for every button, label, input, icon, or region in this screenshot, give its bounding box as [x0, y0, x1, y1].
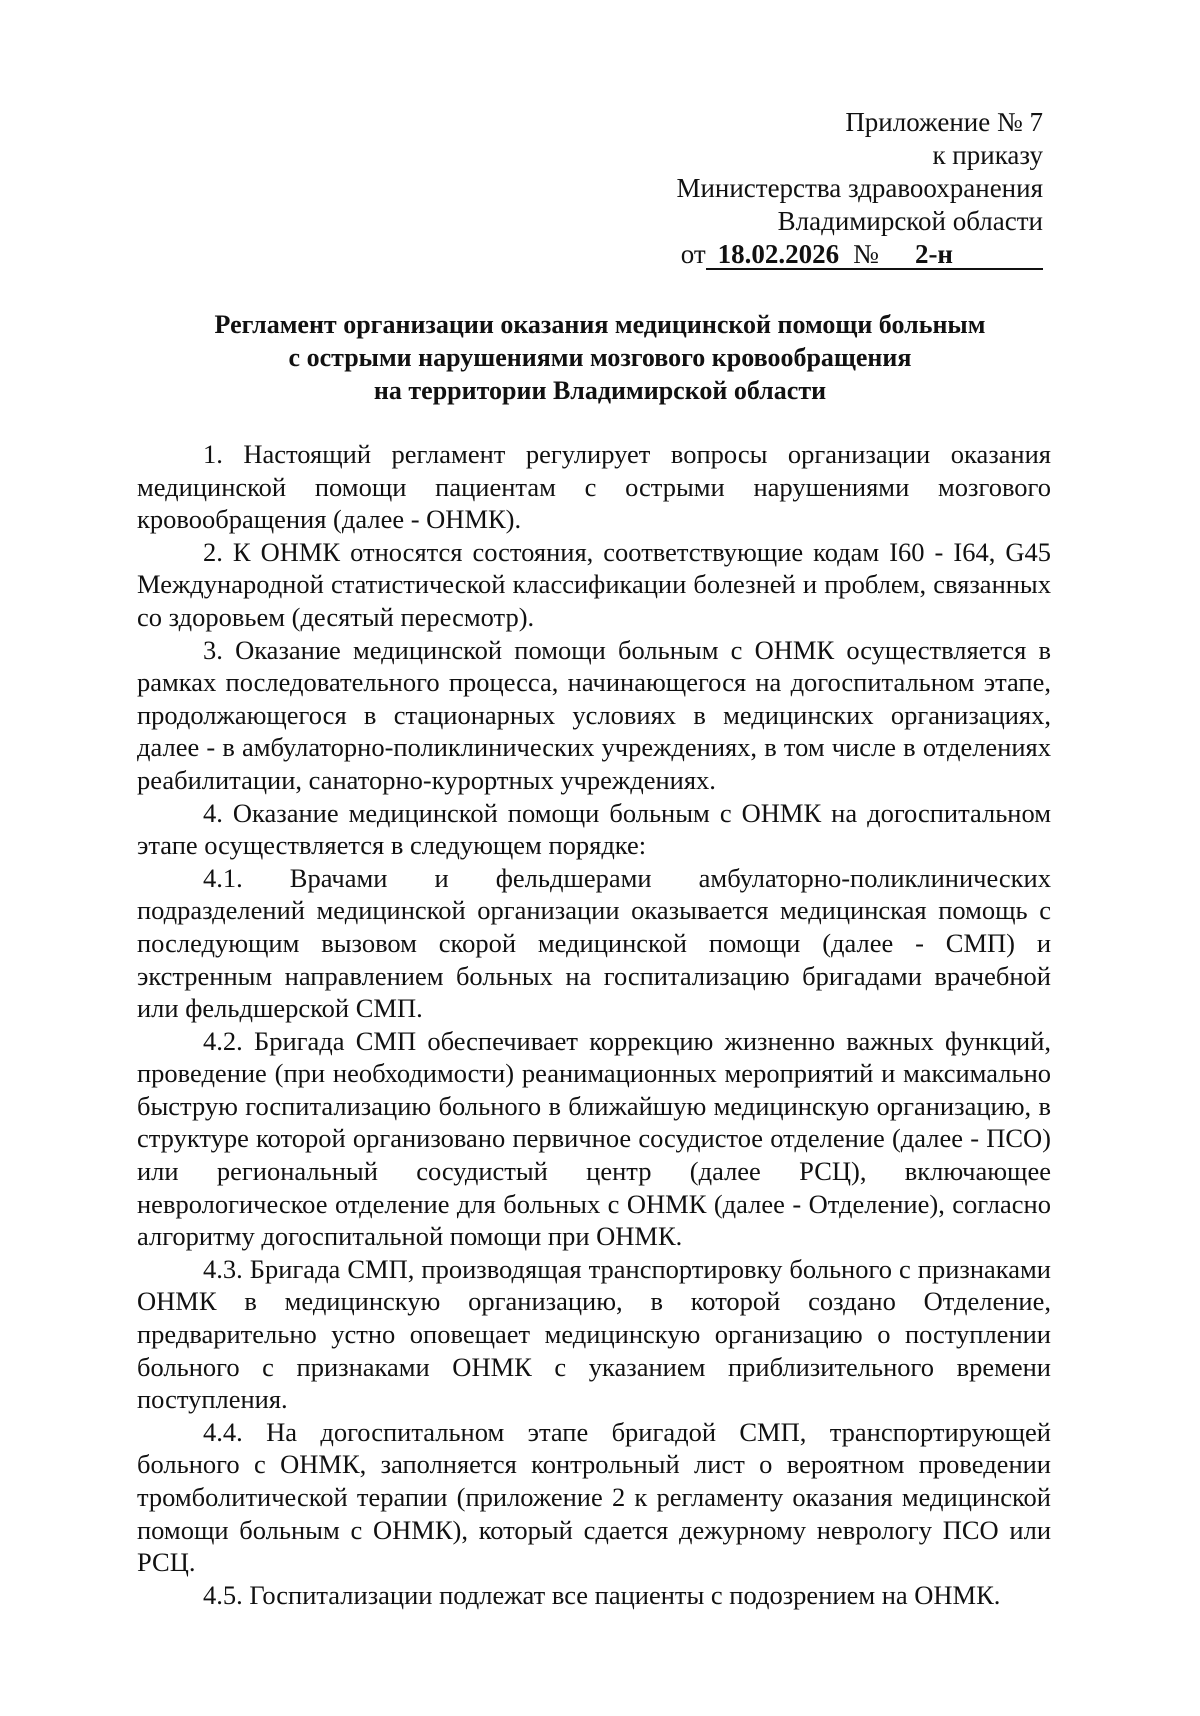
- order-number-field: [915, 241, 1043, 270]
- title-line-2: с острыми нарушениями мозгового кровообращения: [288, 343, 912, 372]
- paragraph-4: 4. Оказание медицинской помощи больным с ОНМК на догоспитальном этапе осуществляется в следующем порядке:: [137, 797, 1051, 861]
- annex-number: Приложение № 7: [845, 107, 1043, 137]
- order-prefix: от: [680, 239, 706, 269]
- annex-ministry: Министерства здравоохранения: [676, 173, 1043, 203]
- paragraph-4-5: 4.5. Госпитализации подлежат все пациенты с подозрением на ОНМК.: [203, 1579, 1001, 1610]
- paragraph-4-3: 4.3. Бригада СМП, производящая транспортировку больного с признаками ОНМК в медицинскую организацию, в которой создано Отделение, предварительно устно оповещает медицинскую организацию о поступлении больного с признаками ОНМК с указанием приблизительного времени поступления.: [137, 1253, 1051, 1415]
- title-line-3: на территории Владимирской области: [373, 376, 827, 405]
- order-date: 18.02.2026: [717, 239, 840, 269]
- paragraph-2: 2. К ОНМК относятся состояния, соответствующие кодам I60 - I64, G45 Международной статистической классификации болезней и проблем, связанных со здоровьем (десятый пересмотр).: [137, 536, 1051, 632]
- annex-header: [523, 106, 1043, 271]
- annex-to-order: к приказу: [932, 140, 1043, 170]
- order-no-field: [853, 241, 915, 270]
- order-date-field: [706, 241, 854, 270]
- paragraph-4-2: 4.2. Бригада СМП обеспечивает коррекцию жизненно важных функций, проведение (при необходимости) реанимационных мероприятий и максимально быструю госпитализацию больного в ближайшую медицинскую организацию, в структуре которой организовано первичное сосудистое отделение (далее - ПСО) или региональный сосудистый центр (далее РСЦ), включающее неврологическое отделение для больных с ОНМК (далее - Отделение), согласно алгоритму догоспитальной помощи при ОНМК.: [137, 1025, 1051, 1252]
- order-number: 2-н: [914, 239, 953, 269]
- annex-region: Владимирской области: [777, 206, 1043, 236]
- order-reference: [523, 238, 1043, 271]
- document-body: [137, 438, 1051, 1611]
- paragraph-4-4: 4.4. На догоспитальном этапе бригадой СМП, транспортирующей больного с ОНМК, заполняется контрольный лист о вероятном проведении тромболитической терапии (приложение 2 к регламенту оказания медицинской помощи больным с ОНМК), который сдается дежурному неврологу ПСО или РСЦ.: [137, 1416, 1051, 1578]
- order-no-sign: №: [853, 239, 879, 269]
- title-line-1: Регламент организации оказания медицинской помощи больным: [214, 310, 986, 339]
- paragraph-1: 1. Настоящий регламент регулирует вопросы организации оказания медицинской помощи пациентам с острыми нарушениями мозгового кровообращения (далее - ОНМК).: [137, 439, 1051, 535]
- document-title: [150, 308, 1050, 407]
- paragraph-4-1: 4.1. Врачами и фельдшерами амбулаторно-поликлинических подразделений медицинской организации оказывается медицинская помощь с последующим вызовом скорой медицинской помощи (далее - СМП) и экстренным направлением больных на госпитализацию бригадами врачебной или фельдшерской СМП.: [137, 862, 1051, 1024]
- paragraph-3: 3. Оказание медицинской помощи больным с ОНМК осуществляется в рамках последовательного процесса, начинающегося на догоспитальном этапе, продолжающегося в стационарных условиях в медицинских организациях, далее - в амбулаторно-поликлинических учреждениях, в том числе в отделениях реабилитации, санаторно-курортных учреждениях.: [137, 634, 1051, 795]
